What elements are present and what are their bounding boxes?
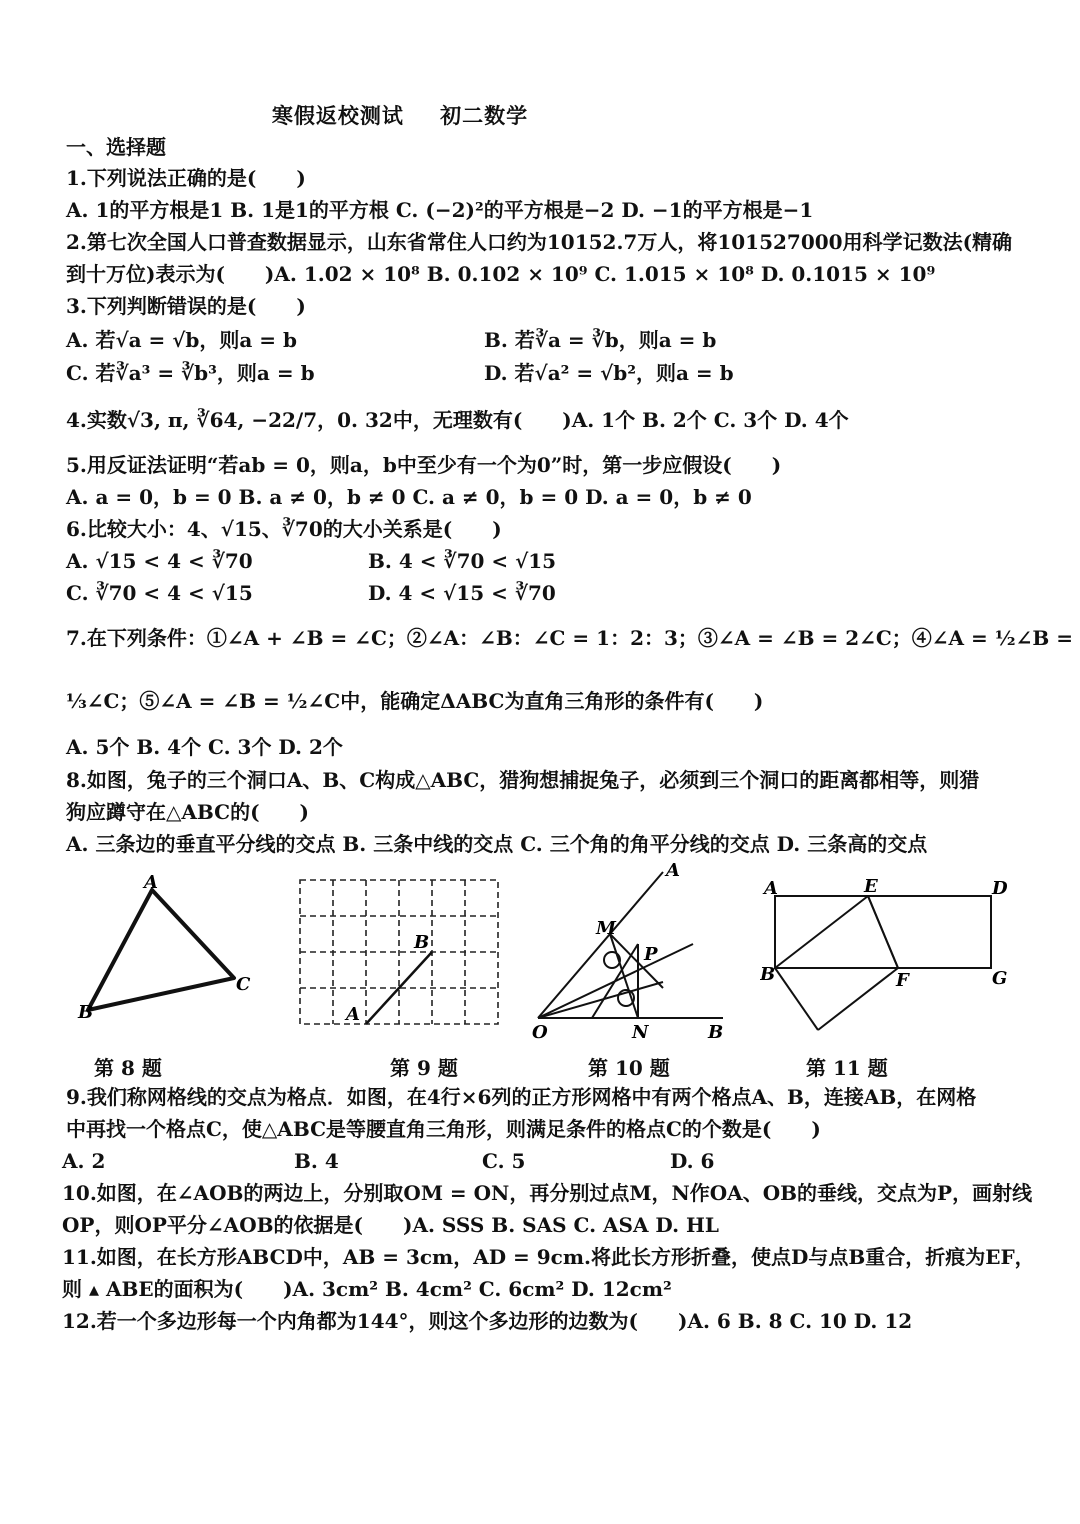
q6-stem: 6.比较大小：4、√15、∛70的大小关系是( ) — [66, 517, 502, 541]
figure-11-caption: 第 11 题 — [806, 1056, 888, 1080]
q9-stem-line2: 中再找一个格点C，使△ABC是等腰直角三角形，则满足条件的格点C的个数是( ) — [66, 1117, 821, 1141]
figure-9-caption: 第 9 题 — [390, 1056, 458, 1080]
q11-stem-line2: 则 ▴ ABE的面积为( )A. 3cm² B. 4cm² C. 6cm² D. 12cm² — [62, 1277, 672, 1301]
title-left: 寒假返校测试 — [271, 103, 404, 128]
figure-10-angle — [528, 862, 738, 1047]
q3-option-a: A. 若√a = √b，则a = b — [66, 328, 297, 352]
q1-stem: 1.下列说法正确的是( ) — [66, 166, 306, 190]
q12-stem: 12.若一个多边形每一个内角都为144°，则这个多边形的边数为( )A. 6 B. 8 C. 10 D. 12 — [62, 1309, 913, 1333]
q5-stem: 5.用反证法证明“若ab = 0，则a，b中至少有一个为0”时，第一步应假设( ) — [66, 453, 782, 477]
title-right: 初二数学 — [440, 103, 529, 128]
fig11-label-g: G — [992, 968, 1008, 989]
q9-option-d: D. 6 — [670, 1149, 715, 1173]
fig9-label-a: A — [346, 1004, 360, 1025]
q9-stem-line1: 9.我们称网格线的交点为格点．如图，在4行×6列的正方形网格中有两个格点A、B，连接AB，在网格 — [66, 1085, 977, 1109]
fig11-label-b: B — [760, 964, 776, 985]
section-heading: 一、选择题 — [66, 135, 166, 159]
q6-option-a: A. √15 < 4 < ∛70 — [66, 549, 253, 573]
figure-11-rectangle — [760, 872, 1040, 1042]
q8-stem-line1: 8.如图，兔子的三个洞口A、B、C构成△ABC，猎狗想捕捉兔子，必须到三个洞口的距离都相等，则猎 — [66, 768, 980, 792]
q6-option-b: B. 4 < ∛70 < √15 — [368, 549, 557, 573]
fig8-label-b: B — [78, 1002, 94, 1023]
q3-stem: 3.下列判断错误的是( ) — [66, 294, 306, 318]
figure-8-caption: 第 8 题 — [94, 1056, 162, 1080]
q5-options: A. a = 0，b = 0 B. a ≠ 0，b ≠ 0 C. a ≠ 0，b = 0 D. a = 0，b ≠ 0 — [66, 485, 752, 509]
q7-stem-line2: ⅓∠C；⑤∠A = ∠B = ½∠C中，能确定ΔABC为直角三角形的条件有( ) — [66, 689, 764, 713]
figure-8-triangle — [74, 870, 254, 1030]
fig8-label-c: C — [236, 974, 251, 995]
q3-option-c: C. 若∛a³ = ∛b³，则a = b — [66, 361, 315, 385]
figure-10-caption: 第 10 题 — [588, 1056, 670, 1080]
q3-option-b: B. 若∛a = ∛b，则a = b — [484, 328, 717, 352]
fig11-label-d: D — [992, 878, 1008, 899]
q10-stem-line2: OP，则OP平分∠AOB的依据是( )A. SSS B. SAS C. ASA D. HL — [62, 1213, 719, 1237]
fig10-label-o: O — [532, 1022, 548, 1043]
q3-option-d: D. 若√a² = √b²，则a = b — [484, 361, 734, 385]
q4-stem: 4.实数√3, π, ∛64, −22/7，0. 32中，无理数有( )A. 1个 B. 2个 C. 3个 D. 4个 — [66, 408, 849, 432]
q9-option-c: C. 5 — [482, 1149, 526, 1173]
fig10-label-m: M — [596, 918, 616, 939]
q7-stem-line1: 7.在下列条件：①∠A + ∠B = ∠C；②∠A：∠B：∠C = 1：2：3；③∠A = ∠B = 2∠C；④∠A = ½∠B = — [66, 626, 1074, 650]
q2-stem-line2: 到十万位)表示为( )A. 1.02 × 10⁸ B. 0.102 × 10⁹ C. 1.015 × 10⁸ D. 0.1015 × 10⁹ — [66, 262, 936, 286]
fig10-label-a: A — [666, 862, 680, 881]
page-title — [0, 100, 800, 130]
q1-options: A. 1的平方根是1 B. 1是1的平方根 C. (−2)²的平方根是−2 D. −1的平方根是−1 — [66, 198, 814, 222]
q8-stem-line2: 狗应蹲守在△ABC的( ) — [66, 800, 310, 824]
q9-option-a: A. 2 — [62, 1149, 106, 1173]
q2-stem-line1: 2.第七次全国人口普查数据显示，山东省常住人口约为10152.7万人，将101527000用科学记数法(精确 — [66, 230, 1013, 254]
fig11-label-e: E — [864, 876, 878, 897]
fig11-label-a: A — [764, 878, 778, 899]
q8-options: A. 三条边的垂直平分线的交点 B. 三条中线的交点 C. 三个角的角平分线的交点 D. 三条高的交点 — [66, 832, 928, 856]
fig10-label-p: P — [644, 944, 658, 965]
fig8-label-a: A — [144, 872, 158, 893]
q7-options: A. 5个 B. 4个 C. 3个 D. 2个 — [66, 735, 343, 759]
q11-stem-line1: 11.如图，在长方形ABCD中，AB = 3cm，AD = 9cm.将此长方形折叠，使点D与点B重合，折痕为EF， — [62, 1245, 1035, 1269]
fig10-label-n: N — [632, 1022, 649, 1043]
fig9-label-b: B — [414, 932, 430, 953]
q6-option-d: D. 4 < √15 < ∛70 — [368, 581, 556, 605]
fig11-label-f: F — [896, 970, 909, 991]
figure-9-grid — [290, 870, 510, 1035]
q9-option-b: B. 4 — [294, 1149, 339, 1173]
fig10-label-b: B — [708, 1022, 724, 1043]
q10-stem-line1: 10.如图，在∠AOB的两边上，分别取OM = ON，再分别过点M，N作OA、OB的垂线，交点为P，画射线 — [62, 1181, 1033, 1205]
q6-option-c: C. ∛70 < 4 < √15 — [66, 581, 253, 605]
